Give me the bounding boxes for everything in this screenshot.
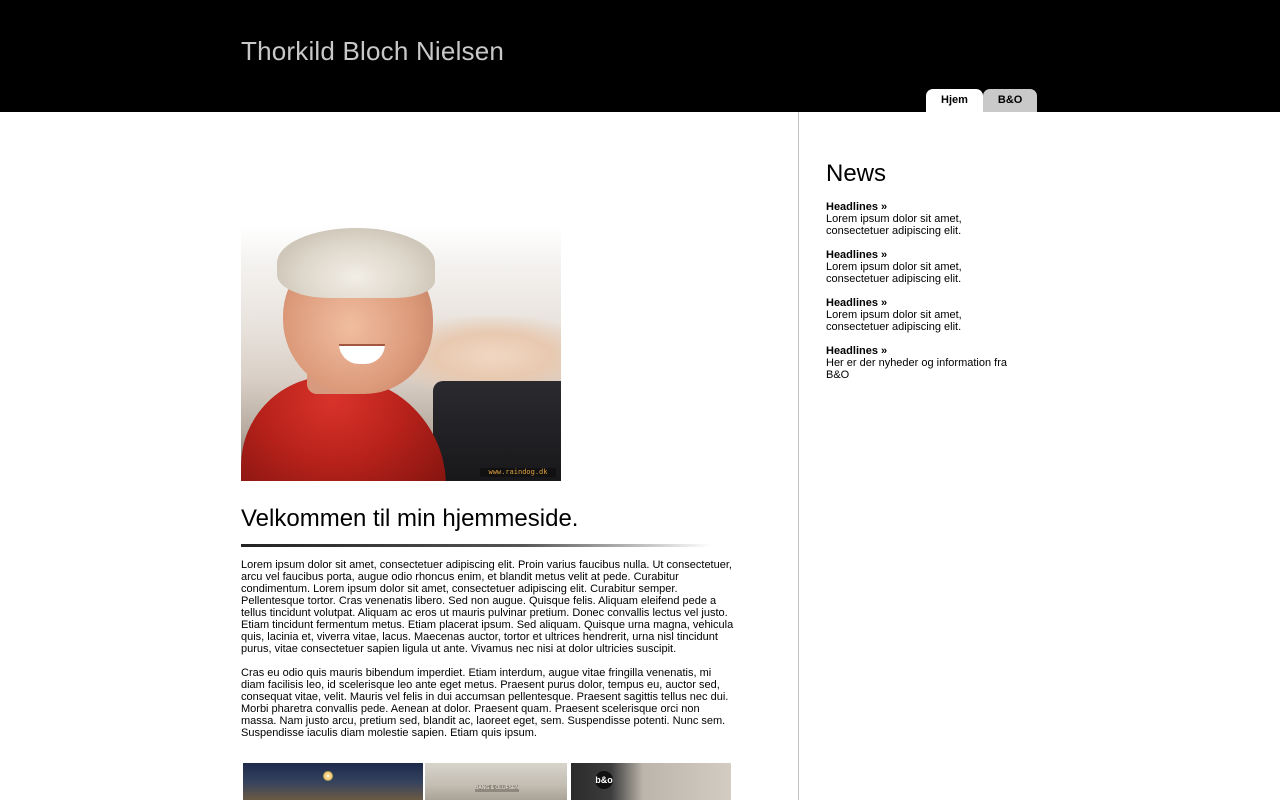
thumbnail-store-logo[interactable] bbox=[571, 763, 731, 800]
column-divider bbox=[798, 112, 799, 800]
news-text: Lorem ipsum dolor sit amet, consectetuer adipiscing elit. bbox=[826, 309, 962, 333]
thumbnail-store-facade[interactable] bbox=[425, 763, 567, 800]
news-headline-link[interactable]: Headlines » bbox=[826, 249, 888, 261]
news-title: News bbox=[826, 160, 887, 187]
photo-watermark: www.raindog.dk bbox=[480, 468, 556, 477]
bo-logo-icon: b&o bbox=[595, 771, 613, 789]
intro-paragraph-2: Cras eu odio quis mauris bibendum imperdiet. Etiam interdum, augue vitae fringilla venenatis, mi diam facilisis leo, id scelerisque leo ante eget metus. Praesent purus dolor, tempus eu, auctor sed, consequat vitae, velit. Mauris vel felis in dui accumsan pellentesque. Praesent sagittis tellus nec dui. Morbi pharetra convallis pede. Aenean at dolor. Praesent quam. Praesent scelerisque orci non massa. Nam justo arcu, pretium sed, blandit ac, laoreet eget, sem. Suspendisse potenti. Nunc sem. Suspendisse iaculis diam molestie sapien. Etiam quis ipsum. bbox=[241, 667, 729, 739]
news-text: Her er der nyheder og information fra B&O bbox=[826, 357, 1007, 381]
photo-chair bbox=[433, 381, 561, 481]
site-header bbox=[0, 0, 1280, 112]
nav-tabs bbox=[926, 89, 1037, 112]
photo-hair bbox=[277, 228, 435, 298]
portrait-photo bbox=[241, 226, 561, 481]
street-light bbox=[323, 771, 333, 781]
news-headline-link[interactable]: Headlines » bbox=[826, 297, 888, 309]
tab-bo[interactable]: B&O bbox=[983, 89, 1037, 112]
news-headline-link[interactable]: Headlines » bbox=[826, 345, 888, 357]
news-item bbox=[826, 297, 1016, 333]
news-text: Lorem ipsum dolor sit amet, consectetuer adipiscing elit. bbox=[826, 213, 962, 237]
news-list bbox=[826, 201, 1016, 393]
site-title: Thorkild Bloch Nielsen bbox=[241, 36, 505, 66]
news-text: Lorem ipsum dolor sit amet, consectetuer adipiscing elit. bbox=[826, 261, 962, 285]
welcome-heading: Velkommen til min hjemmeside. bbox=[241, 505, 579, 532]
news-headline-link[interactable]: Headlines » bbox=[826, 201, 888, 213]
news-item bbox=[826, 345, 1016, 381]
thumbnail-night-street[interactable] bbox=[243, 763, 423, 800]
news-item bbox=[826, 201, 1016, 237]
heading-underline bbox=[241, 544, 711, 547]
store-sign: BANG & OLUFSEN bbox=[475, 785, 519, 791]
news-item bbox=[826, 249, 1016, 285]
tab-hjem[interactable]: Hjem bbox=[926, 89, 983, 112]
intro-paragraph-1: Lorem ipsum dolor sit amet, consectetuer adipiscing elit. Proin varius faucibus nulla. Ut consectetuer, arcu vel faucibus porta, augue odio rhoncus enim, et blandit metus velit at pede. Curabitur condimentum. Lorem ipsum dolor sit amet, consectetuer adipiscing elit. Curabitur semper. Pellentesque tortor. Cras venenatis libero. Sed non augue. Quisque felis. Aliquam eleifend pede a tellus tincidunt volutpat. Aliquam ac eros ut mauris pulvinar pretium. Donec convallis lectus vel justo. Etiam tincidunt fermentum metus. Etiam placerat ipsum. Sed aliquam. Quisque urna magna, vehicula quis, lacinia et, viverra vitae, lacus. Maecenas auctor, tortor et ultrices hendrerit, urna nisl tincidunt purus, vitae consectetuer sapien ligula ut ante. Vivamus nec nisi at dolor ultricies suscipit. bbox=[241, 559, 734, 655]
